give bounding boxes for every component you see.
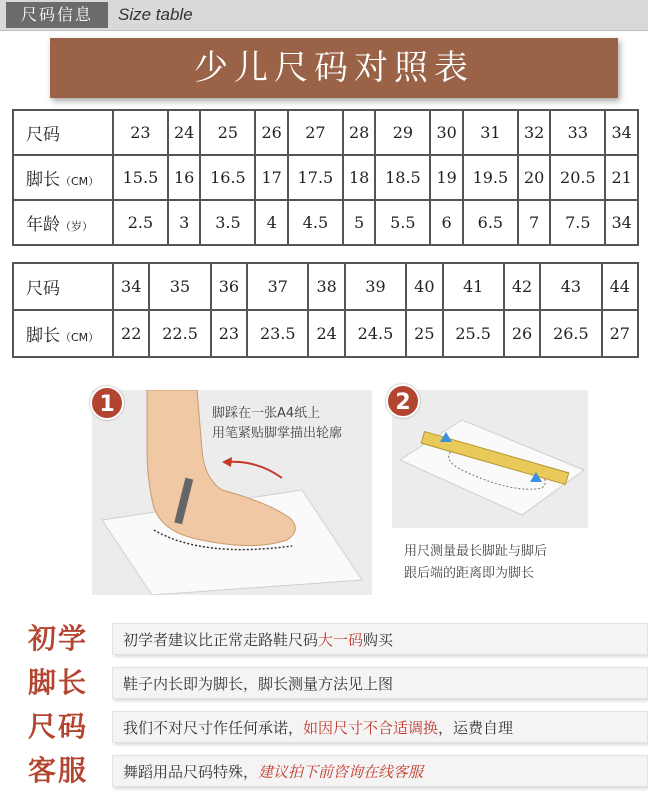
row-label [13, 110, 113, 155]
table-cell: 34 [605, 110, 638, 155]
table-cell: 23 [211, 310, 247, 357]
table-cell: 42 [504, 263, 540, 310]
step2-number-badge: 2 [386, 384, 420, 418]
table-cell: 23 [113, 110, 168, 155]
table-cell: 38 [308, 263, 344, 310]
table-cell: 32 [518, 110, 551, 155]
row-label-text: 脚长 [26, 326, 60, 346]
table-cell: 43 [540, 263, 601, 310]
table-cell: 4 [255, 200, 288, 245]
table-cell: 26 [255, 110, 288, 155]
row-label-unit: （岁） [60, 220, 93, 233]
table-cell: 26.5 [540, 310, 601, 357]
size-table-adult [12, 262, 639, 358]
step2-caption-line2: 跟后端的距离即为脚长 [404, 566, 535, 581]
table-cell: 24 [168, 110, 201, 155]
table-cell: 21 [605, 155, 638, 200]
row-label-text: 年龄 [26, 215, 60, 235]
note-text [112, 711, 648, 743]
table-cell: 23.5 [247, 310, 308, 357]
row-label-text: 尺码 [26, 279, 60, 299]
table-cell: 25 [406, 310, 442, 357]
step1-caption-line2: 用笔紧贴脚掌描出轮廓 [212, 426, 343, 441]
table-cell: 26 [504, 310, 540, 357]
header-bar [0, 0, 648, 30]
row-label [13, 310, 113, 357]
note-row [14, 620, 634, 658]
row-label-unit: （CM） [60, 175, 100, 188]
row-label-text: 脚长 [26, 170, 60, 190]
table-cell: 18.5 [375, 155, 430, 200]
table-cell: 31 [463, 110, 518, 155]
page-title: 少儿尺码对照表 [50, 38, 618, 98]
note-text [112, 623, 648, 655]
table-cell: 39 [345, 263, 406, 310]
table-cell: 6.5 [463, 200, 518, 245]
table-cell: 35 [149, 263, 210, 310]
table-cell: 15.5 [113, 155, 168, 200]
row-label [13, 155, 113, 200]
note-text-plain: 鞋子内长即为脚长，脚长测量方法见上图 [123, 675, 394, 693]
note-text [112, 667, 648, 699]
table-cell: 16.5 [200, 155, 255, 200]
note-text-highlight: 如因尺寸不合适调换 [303, 719, 439, 737]
table-cell: 34 [113, 263, 149, 310]
step1-number-badge: 1 [90, 386, 124, 420]
table-cell: 27 [602, 310, 638, 357]
header-english-label: Size table [118, 5, 193, 24]
table-cell: 34 [605, 200, 638, 245]
table-cell: 40 [406, 263, 442, 310]
note-text-plain: 舞蹈用品尺码特殊， [123, 763, 259, 781]
note-text-highlight: 大一码 [318, 631, 364, 649]
row-label [13, 200, 113, 245]
note-heading: 初学 [28, 622, 89, 655]
table-cell: 17.5 [288, 155, 343, 200]
table-cell: 28 [343, 110, 376, 155]
note-heading: 客服 [28, 754, 89, 787]
table-cell: 22.5 [149, 310, 210, 357]
table-cell: 25 [200, 110, 255, 155]
table-row [13, 310, 638, 357]
table-cell: 27 [288, 110, 343, 155]
table-cell: 19 [430, 155, 463, 200]
table-cell: 20 [518, 155, 551, 200]
step2-caption-line1: 用尺测量最长脚趾与脚后 [404, 544, 548, 559]
table-cell: 2.5 [113, 200, 168, 245]
note-heading: 尺码 [28, 710, 89, 743]
table-row [13, 200, 638, 245]
table-row [13, 110, 638, 155]
table-cell: 6 [430, 200, 463, 245]
table-cell: 3.5 [200, 200, 255, 245]
note-heading: 脚长 [28, 666, 89, 699]
note-text-suffix: 购买 [363, 631, 394, 649]
table-cell: 3 [168, 200, 201, 245]
table-cell: 19.5 [463, 155, 518, 200]
table-cell: 22 [113, 310, 149, 357]
header-divider [0, 30, 648, 31]
table-row [13, 263, 638, 310]
row-label-unit: （CM） [60, 331, 100, 344]
note-text-highlight: 建议拍下前咨询在线客服 [258, 763, 424, 781]
table-cell: 20.5 [550, 155, 605, 200]
table-cell: 33 [550, 110, 605, 155]
table-cell: 7.5 [550, 200, 605, 245]
note-row [14, 664, 634, 702]
table-cell: 41 [443, 263, 504, 310]
note-text-suffix: ，运费自理 [438, 719, 514, 737]
header-label: 尺码信息 [6, 2, 108, 28]
size-table-kids [12, 109, 639, 246]
ruler-measure-illustration [392, 390, 588, 528]
note-row [14, 752, 634, 790]
table-cell: 36 [211, 263, 247, 310]
table-cell: 17 [255, 155, 288, 200]
table-cell: 7 [518, 200, 551, 245]
note-text-plain: 初学者建议比正常走路鞋尺码 [123, 631, 319, 649]
table-cell: 44 [602, 263, 638, 310]
table-cell: 4.5 [288, 200, 343, 245]
note-row [14, 708, 634, 746]
table-cell: 25.5 [443, 310, 504, 357]
note-text-plain: 我们不对尺寸作任何承诺， [123, 719, 304, 737]
table-cell: 5.5 [375, 200, 430, 245]
table-cell: 37 [247, 263, 308, 310]
table-cell: 24 [308, 310, 344, 357]
step2-panel [392, 390, 588, 528]
table-cell: 29 [375, 110, 430, 155]
table-cell: 5 [343, 200, 376, 245]
row-label-text: 尺码 [26, 125, 60, 145]
table-row [13, 155, 638, 200]
step1-caption-line1: 脚踩在一张A4纸上 [212, 406, 321, 421]
table-cell: 18 [343, 155, 376, 200]
row-label [13, 263, 113, 310]
table-cell: 24.5 [345, 310, 406, 357]
table-cell: 30 [430, 110, 463, 155]
note-text [112, 755, 648, 787]
table-cell: 16 [168, 155, 201, 200]
